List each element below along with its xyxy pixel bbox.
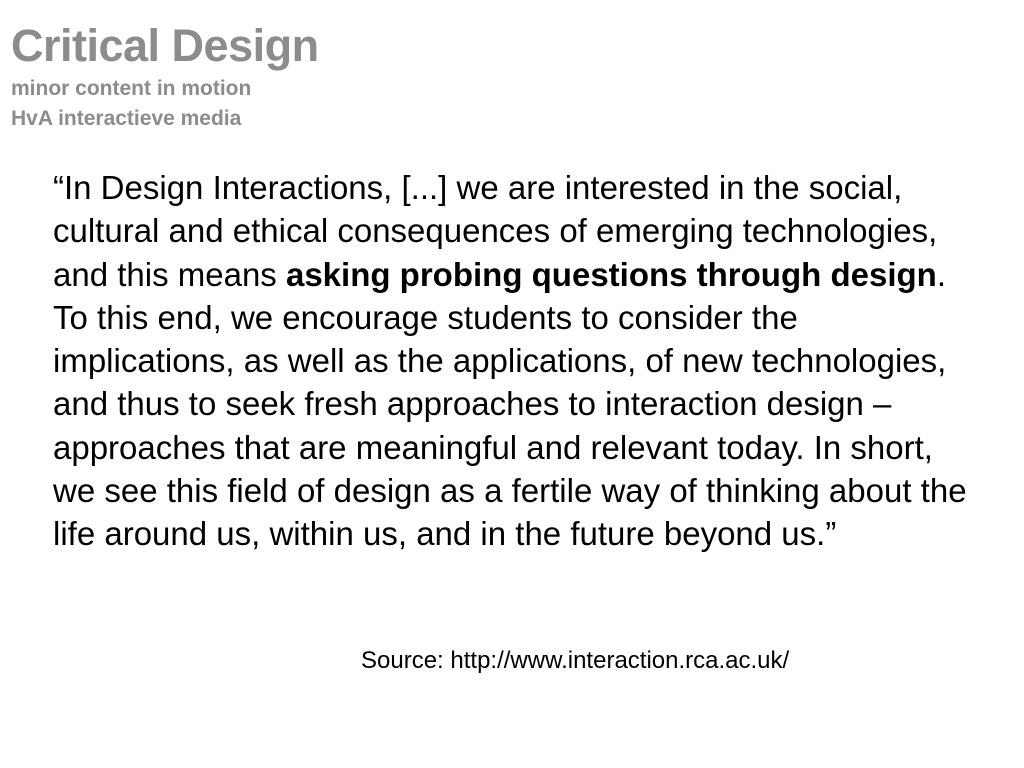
quote-source: Source: http://www.interaction.rca.ac.uk/ [361,647,790,674]
quote-text-end: . To this end, we encourage students to consider the implications, as well as the applications, of new technologies, and thus to seek fresh approaches to interaction design – approaches that are meaningful and relevant today. In short, we see this field of design as a fertile way of thinking about the life around us, within us, and in the future beyond us.” [53,255,967,553]
quote-body [53,166,983,556]
slide-header [11,18,319,134]
slide-title: Critical Design [11,20,319,71]
quote-emphasis: asking probing questions through design [285,255,937,293]
slide-subtitle-program: HvA interactieve media [11,107,242,130]
slide-subtitle-course: minor content in motion [11,77,252,100]
quote-text-start: “In Design Interactions, [...] we are interested in the social, cultural and ethical consequences of emerging technologies, and this means [53,169,938,293]
